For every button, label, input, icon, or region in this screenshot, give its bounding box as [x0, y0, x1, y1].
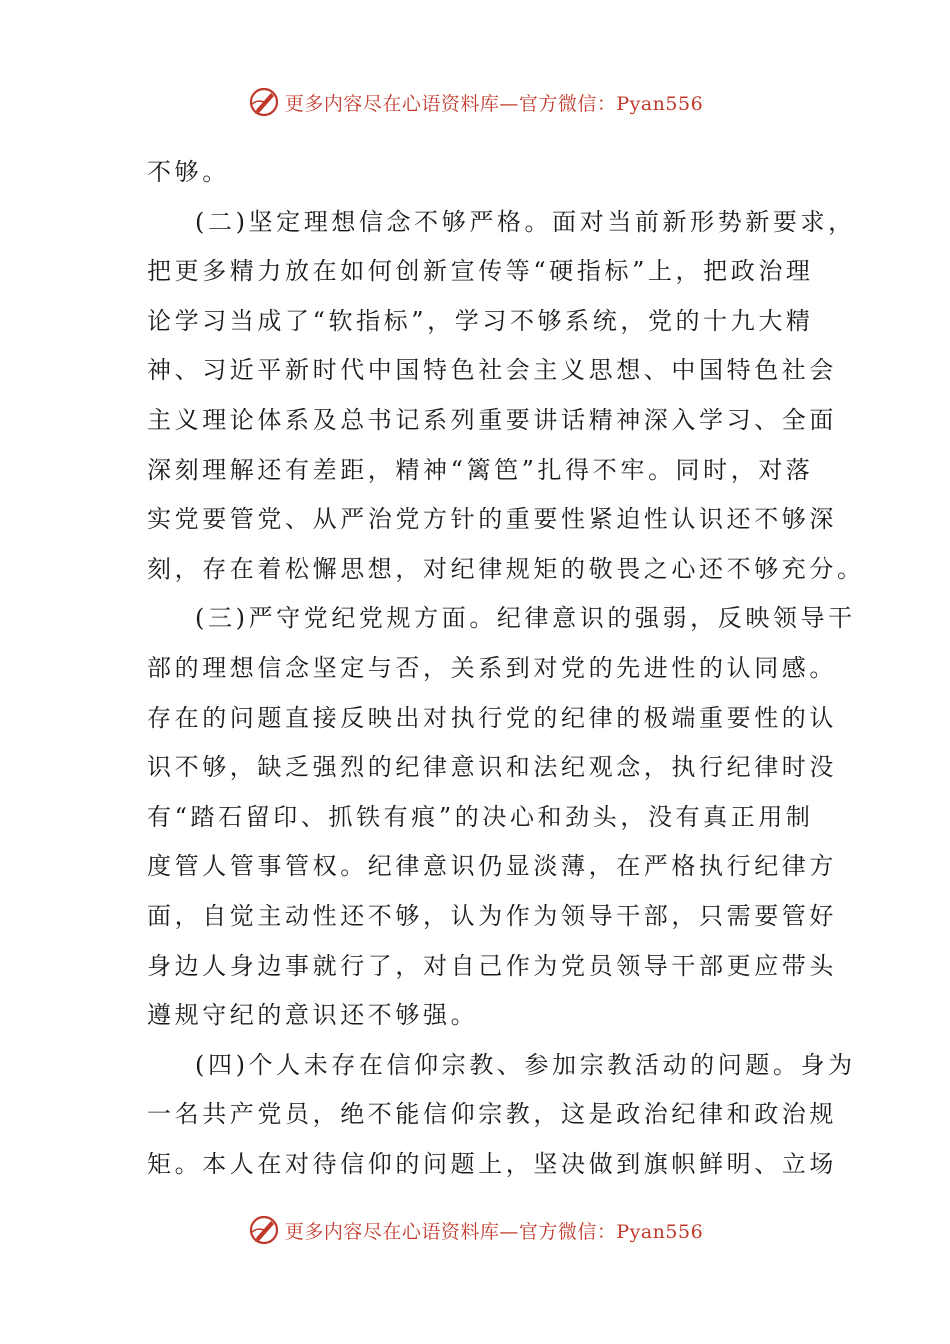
paragraph-start-line: (二)坚定理想信念不够严格。面对当前新形势新要求，	[195, 207, 856, 236]
text-line: 身边人身边事就行了，对自己作为党员领导干部更应带头	[147, 951, 837, 980]
text-line: 主义理论体系及总书记系列重要讲话精神深入学习、全面	[147, 405, 837, 434]
text-line: 一名共产党员，绝不能信仰宗教，这是政治纪律和政治规	[147, 1100, 837, 1129]
pen-logo-icon	[247, 85, 281, 119]
text-line: 刻，存在着松懈思想，对纪律规矩的敬畏之心还不够充分。	[147, 554, 865, 583]
document-body	[147, 148, 865, 1189]
paragraph-start-line: (三)严守党纪党规方面。纪律意识的强弱，反映领导干	[195, 604, 856, 633]
header-banner-text: 更多内容尽在心语资料库—官方微信：Pyan556	[284, 92, 704, 115]
text-line: 遵规守纪的意识还不够强。	[147, 1001, 479, 1030]
text-line: 存在的问题直接反映出对执行党的纪律的极端重要性的认	[147, 703, 837, 732]
footer-banner	[0, 1210, 950, 1250]
text-line: 实党要管党、从严治党方针的重要性紧迫性认识还不够深	[147, 505, 837, 534]
header-banner	[0, 82, 950, 122]
text-line: 矩。本人在对待信仰的问题上，坚决做到旗帜鲜明、立场	[147, 1149, 837, 1178]
text-line: 有“踏石留印、抓铁有痕”的决心和劲头，没有真正用制	[147, 802, 814, 831]
text-line: 面，自觉主动性还不够，认为作为领导干部，只需要管好	[147, 901, 837, 930]
text-line: 部的理想信念坚定与否，关系到对党的先进性的认同感。	[147, 653, 837, 682]
text-line: 神、习近平新时代中国特色社会主义思想、中国特色社会	[147, 356, 837, 385]
text-line: 识不够，缺乏强烈的纪律意识和法纪观念，执行纪律时没	[147, 753, 837, 782]
pen-logo-icon	[247, 1213, 281, 1247]
paragraph-start-line: (四)个人未存在信仰宗教、参加宗教活动的问题。身为	[195, 1050, 856, 1079]
text-line: 论学习当成了“软指标”，学习不够系统，党的十九大精	[147, 306, 814, 335]
text-line: 不够。	[147, 158, 230, 186]
text-line: 深刻理解还有差距，精神“篱笆”扎得不牢。同时，对落	[147, 455, 814, 484]
text-line: 把更多精力放在如何创新宣传等“硬指标”上，把政治理	[147, 257, 814, 286]
text-line: 度管人管事管权。纪律意识仍显淡薄，在严格执行纪律方	[147, 852, 837, 881]
footer-banner-text: 更多内容尽在心语资料库—官方微信：Pyan556	[284, 1220, 704, 1243]
